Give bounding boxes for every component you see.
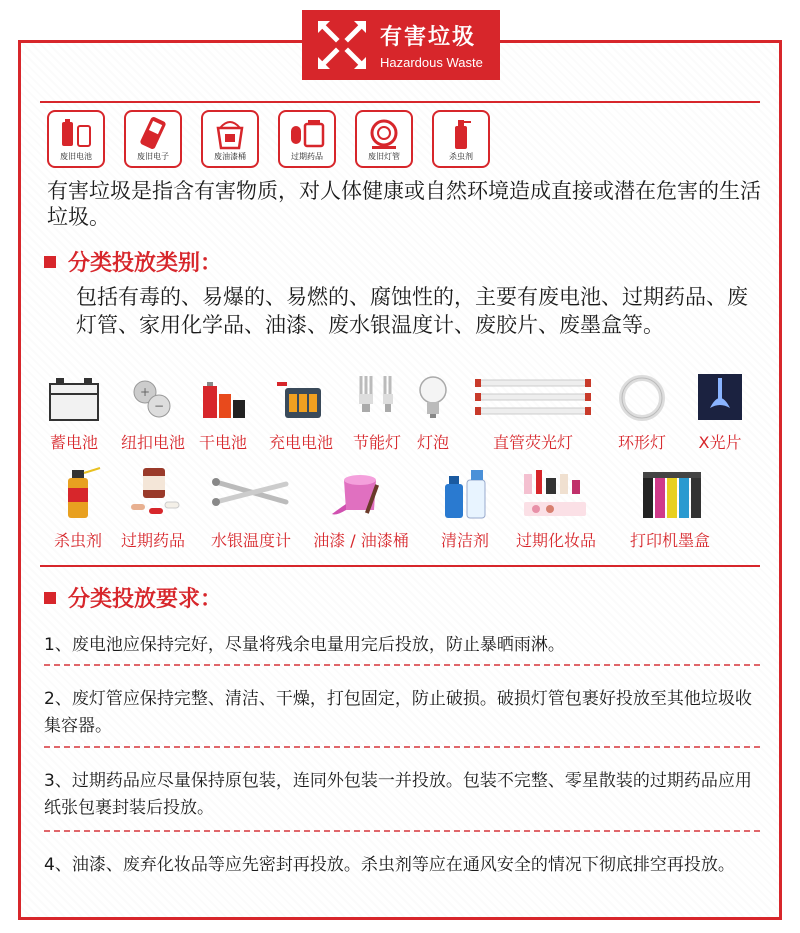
- dry-battery-icon: [193, 372, 253, 424]
- car-battery-icon: [44, 372, 104, 424]
- paint-can-icon: [326, 464, 396, 522]
- insecticide-icon: [48, 464, 108, 522]
- requirement-separator: [44, 664, 760, 666]
- tile-label: 废旧电子: [137, 152, 169, 161]
- requirement-separator: [44, 830, 760, 832]
- energy-saving-bulb-icon: [347, 372, 407, 424]
- tile-spray: [432, 110, 490, 168]
- tile-paint-bucket: [201, 110, 259, 168]
- item-label: 水银温度计: [210, 531, 291, 550]
- requirement-separator: [44, 746, 760, 748]
- item-cleaner: [430, 464, 500, 551]
- item-ring-lamp: [606, 372, 678, 453]
- button-cell-icon: [123, 372, 183, 424]
- tile-electronics: [124, 110, 182, 168]
- ring-lamp-icon: [612, 372, 672, 424]
- item-ink-cartridge: [614, 464, 726, 551]
- header-divider: [40, 101, 760, 103]
- category-title-text: 分类投放类别：: [68, 251, 223, 276]
- bullet-square-icon: [44, 256, 56, 268]
- item-dry-battery: [188, 372, 258, 453]
- tile-label: 过期药品: [291, 152, 323, 161]
- lamp-icon: [364, 116, 404, 150]
- mobile-phone-icon: [133, 116, 173, 150]
- item-rechargeable-battery: [258, 372, 344, 453]
- item-pills: [110, 464, 196, 551]
- item-label: 节能灯: [352, 433, 401, 452]
- tile-battery: [47, 110, 105, 168]
- item-fluorescent-tube: [470, 372, 596, 453]
- item-label: 清洁剂: [440, 531, 489, 550]
- item-thermometer: [196, 464, 306, 551]
- fluorescent-tube-icon: [473, 372, 593, 424]
- tile-medicine: [278, 110, 336, 168]
- section-divider: [40, 565, 760, 567]
- requirement-item-4: 4、油漆、废弃化妆品等应先密封再投放。杀虫剂等应在通风安全的情况下彻底排空再投放。: [44, 855, 735, 875]
- bullet-square-icon: [44, 592, 56, 604]
- item-insecticide: [40, 464, 116, 551]
- item-label: 过期化妆品: [515, 531, 596, 550]
- requirement-title-text: 分类投放要求：: [68, 587, 223, 612]
- rechargeable-battery-icon: [271, 372, 331, 424]
- item-energy-saving-bulb: [342, 372, 412, 453]
- item-car-battery: [36, 372, 112, 453]
- light-bulb-icon: [413, 372, 453, 424]
- spray-can-icon: [441, 116, 481, 150]
- svg-text:+: +: [139, 385, 151, 399]
- item-button-cell: [110, 372, 196, 453]
- item-light-bulb: [408, 372, 458, 453]
- item-label: 油漆 / 油漆桶: [313, 531, 409, 550]
- requirement-item-3: 3、过期药品应尽量保持原包装，连同外包装一并投放。包装不完整、零星散装的过期药品应用纸张包裹封装后投放。: [44, 771, 752, 818]
- item-label: 灯泡: [416, 433, 449, 452]
- cosmetics-icon: [516, 464, 596, 522]
- item-label: 过期药品: [120, 531, 185, 550]
- intro-text: 有害垃圾是指含有害物质，对人体健康或自然环境造成直接或潜在危害的生活垃圾。: [47, 179, 761, 229]
- page-subtitle: Hazardous Waste: [380, 55, 483, 70]
- ink-cartridge-icon: [635, 464, 705, 522]
- item-label: 直管荧光灯: [492, 433, 573, 452]
- item-paint-can: [304, 464, 418, 551]
- tile-lamp: [355, 110, 413, 168]
- hazard-logo-icon: [314, 17, 370, 73]
- header-badge: [302, 10, 500, 80]
- item-label: 环形灯: [617, 433, 666, 452]
- item-label: 充电电池: [268, 433, 333, 452]
- tile-label: 废旧灯管: [368, 152, 400, 161]
- thermometer-icon: [206, 464, 296, 522]
- medicine-icon: [287, 116, 327, 150]
- svg-text:−: −: [153, 399, 165, 413]
- requirement-item-2: 2、废灯管应保持完整、清洁、干燥，打包固定，防止破损。破损灯管包裹好投放至其他垃圾收集容器。: [44, 689, 752, 736]
- pills-icon: [123, 464, 183, 522]
- item-label: 纽扣电池: [120, 433, 185, 452]
- cleaner-bottle-icon: [435, 464, 495, 522]
- paint-bucket-icon: [210, 116, 250, 150]
- requirement-item-1: 1、废电池应保持完好，尽量将残余电量用完后投放，防止暴晒雨淋。: [44, 635, 565, 655]
- item-label: 干电池: [198, 433, 247, 452]
- item-label: 杀虫剂: [53, 531, 102, 550]
- item-xray-film: [684, 372, 756, 453]
- page-title: 有害垃圾: [380, 25, 477, 50]
- xray-film-icon: [694, 372, 746, 424]
- requirement-section-title: [44, 582, 222, 613]
- tile-label: 废油漆桶: [214, 152, 246, 161]
- item-label: 蓄电池: [49, 433, 98, 452]
- item-label: 打印机墨盒: [629, 531, 710, 550]
- tile-label: 杀虫剂: [449, 152, 473, 161]
- battery-icon: [56, 116, 96, 150]
- tile-label: 废旧电池: [60, 152, 92, 161]
- item-label: X光片: [698, 433, 742, 452]
- item-cosmetics: [504, 464, 608, 551]
- category-description: 包括有毒的、易爆的、易燃的、腐蚀性的，主要有废电池、过期药品、废灯管、家用化学品、油漆、废水银温度计、废胶片、废墨盒等。: [76, 285, 748, 337]
- category-section-title: [44, 246, 222, 277]
